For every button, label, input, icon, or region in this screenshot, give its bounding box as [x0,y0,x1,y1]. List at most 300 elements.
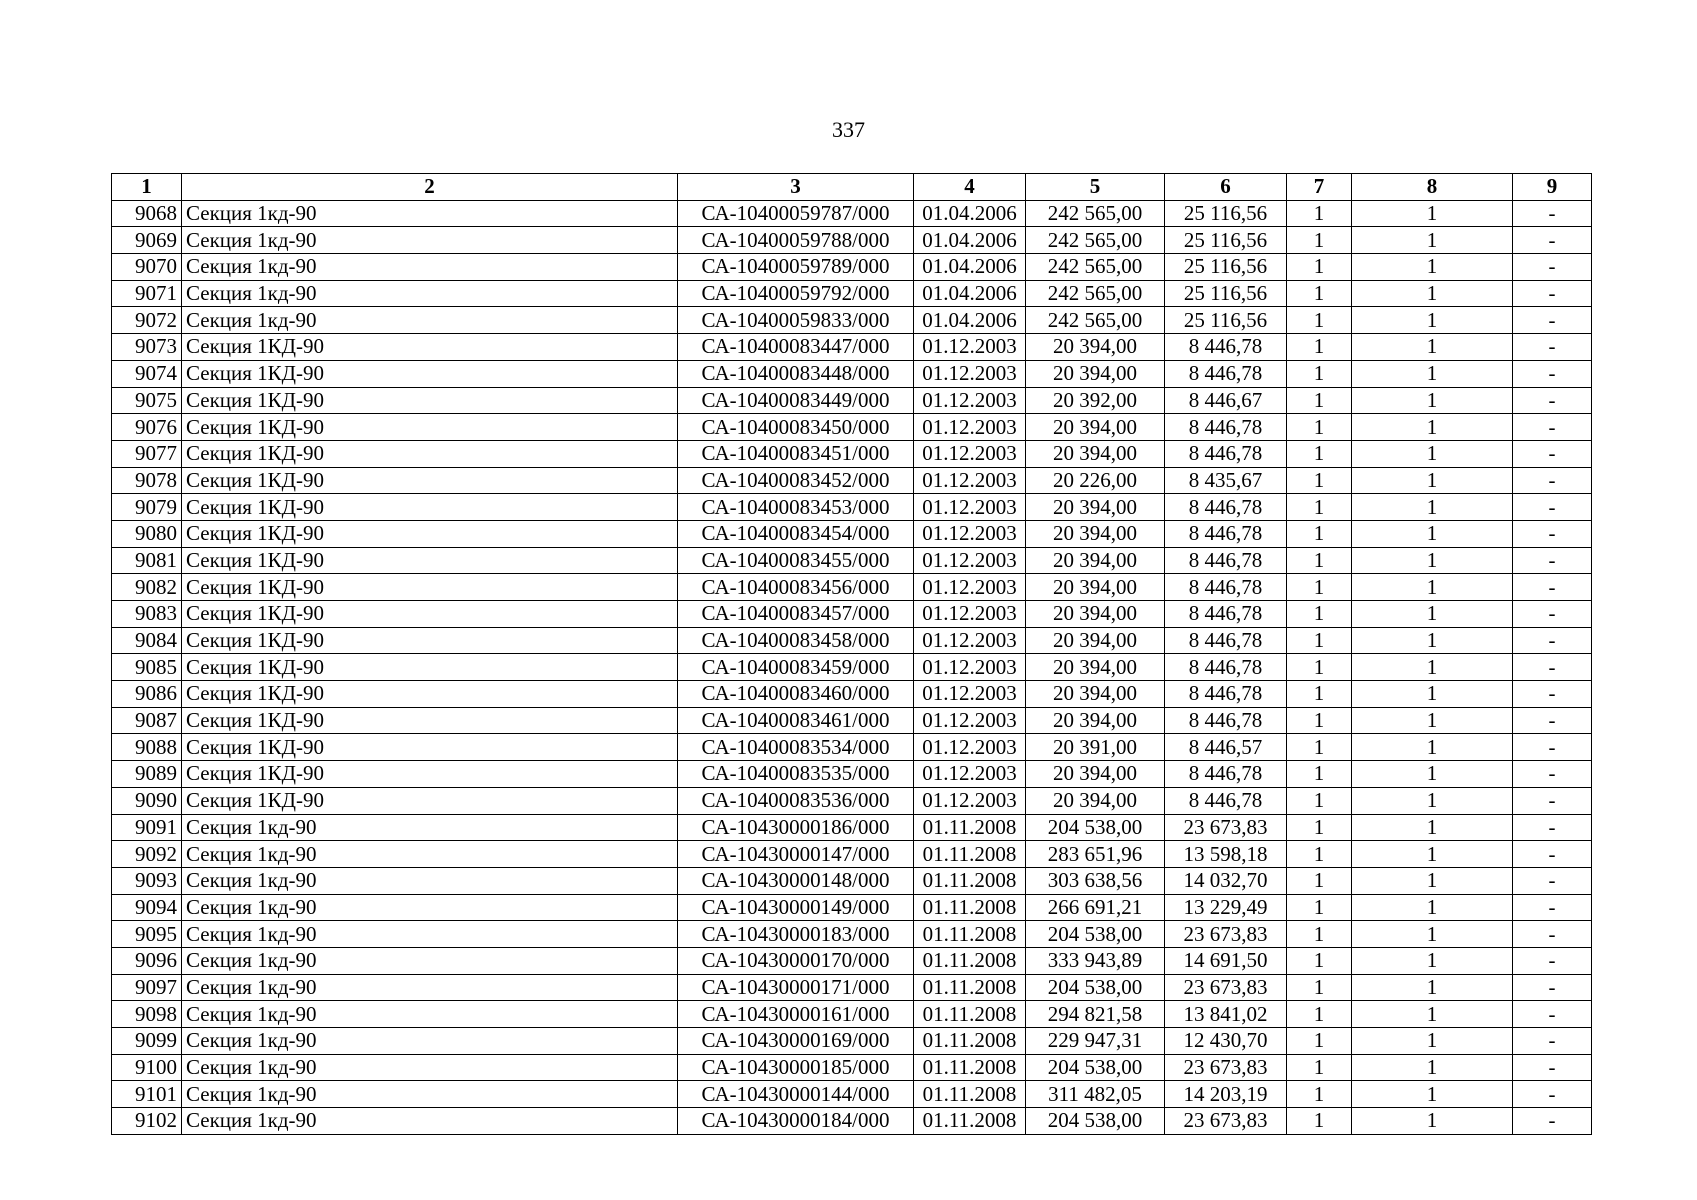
quantity-cell: 1 [1287,761,1352,788]
initial-cost-cell: 20 394,00 [1026,520,1165,547]
table-row [112,387,1592,414]
initial-cost-cell: 229 947,31 [1026,1028,1165,1055]
row-number-cell: 9069 [112,227,182,254]
asset-name-cell: Секция 1КД-90 [182,627,678,654]
quantity-cell: 1 [1352,1108,1513,1135]
date-cell: 01.04.2006 [914,227,1026,254]
asset-name-cell: Секция 1КД-90 [182,414,678,441]
initial-cost-cell: 294 821,58 [1026,1001,1165,1028]
date-cell: 01.12.2003 [914,654,1026,681]
row-number-cell: 9072 [112,307,182,334]
asset-name-cell: Секция 1КД-90 [182,440,678,467]
initial-cost-cell: 20 394,00 [1026,334,1165,361]
initial-cost-cell: 20 394,00 [1026,707,1165,734]
initial-cost-cell: 20 394,00 [1026,601,1165,628]
date-cell: 01.11.2008 [914,947,1026,974]
row-number-cell: 9093 [112,867,182,894]
row-number-cell: 9078 [112,467,182,494]
date-cell: 01.11.2008 [914,1108,1026,1135]
note-cell: - [1513,280,1592,307]
note-cell: - [1513,254,1592,281]
quantity-cell: 1 [1352,547,1513,574]
quantity-cell: 1 [1352,681,1513,708]
asset-name-cell: Секция 1кд-90 [182,1108,678,1135]
table-row [112,360,1592,387]
initial-cost-cell: 242 565,00 [1026,254,1165,281]
initial-cost-cell: 20 226,00 [1026,467,1165,494]
asset-name-cell: Секция 1кд-90 [182,894,678,921]
residual-value-cell: 8 446,78 [1165,414,1287,441]
inventory-code-cell: СА-10430000144/000 [678,1081,914,1108]
quantity-cell: 1 [1352,440,1513,467]
quantity-cell: 1 [1352,467,1513,494]
inventory-code-cell: СА-10400083452/000 [678,467,914,494]
quantity-cell: 1 [1287,1108,1352,1135]
inventory-code-cell: СА-10400059789/000 [678,254,914,281]
residual-value-cell: 8 446,78 [1165,654,1287,681]
note-cell: - [1513,761,1592,788]
note-cell: - [1513,414,1592,441]
quantity-cell: 1 [1287,387,1352,414]
quantity-cell: 1 [1287,547,1352,574]
row-number-cell: 9080 [112,520,182,547]
quantity-cell: 1 [1287,200,1352,227]
quantity-cell: 1 [1287,654,1352,681]
residual-value-cell: 8 446,78 [1165,574,1287,601]
quantity-cell: 1 [1352,974,1513,1001]
table-row [112,467,1592,494]
date-cell: 01.12.2003 [914,414,1026,441]
row-number-cell: 9074 [112,360,182,387]
table-row [112,654,1592,681]
quantity-cell: 1 [1287,280,1352,307]
table-row [112,200,1592,227]
residual-value-cell: 8 446,78 [1165,681,1287,708]
table-row [112,707,1592,734]
asset-name-cell: Секция 1кд-90 [182,947,678,974]
asset-name-cell: Секция 1КД-90 [182,654,678,681]
table-row [112,734,1592,761]
note-cell: - [1513,1054,1592,1081]
initial-cost-cell: 20 394,00 [1026,440,1165,467]
date-cell: 01.12.2003 [914,520,1026,547]
row-number-cell: 9070 [112,254,182,281]
initial-cost-cell: 20 394,00 [1026,360,1165,387]
quantity-cell: 1 [1287,734,1352,761]
table-row [112,334,1592,361]
date-cell: 01.11.2008 [914,814,1026,841]
date-cell: 01.11.2008 [914,867,1026,894]
quantity-cell: 1 [1352,947,1513,974]
row-number-cell: 9083 [112,601,182,628]
asset-name-cell: Секция 1кд-90 [182,867,678,894]
row-number-cell: 9102 [112,1108,182,1135]
row-number-cell: 9100 [112,1054,182,1081]
quantity-cell: 1 [1287,681,1352,708]
asset-name-cell: Секция 1кд-90 [182,254,678,281]
quantity-cell: 1 [1352,1081,1513,1108]
asset-register-table [111,173,1592,1135]
asset-name-cell: Секция 1кд-90 [182,1054,678,1081]
note-cell: - [1513,841,1592,868]
note-cell: - [1513,947,1592,974]
quantity-cell: 1 [1352,787,1513,814]
note-cell: - [1513,574,1592,601]
quantity-cell: 1 [1352,627,1513,654]
initial-cost-cell: 242 565,00 [1026,280,1165,307]
quantity-cell: 1 [1352,334,1513,361]
quantity-cell: 1 [1352,894,1513,921]
note-cell: - [1513,494,1592,521]
row-number-cell: 9101 [112,1081,182,1108]
date-cell: 01.12.2003 [914,761,1026,788]
residual-value-cell: 23 673,83 [1165,1108,1287,1135]
inventory-code-cell: СА-10400083447/000 [678,334,914,361]
inventory-code-cell: СА-10430000184/000 [678,1108,914,1135]
note-cell: - [1513,654,1592,681]
inventory-code-cell: СА-10400083457/000 [678,601,914,628]
note-cell: - [1513,1028,1592,1055]
quantity-cell: 1 [1287,1081,1352,1108]
residual-value-cell: 8 446,78 [1165,334,1287,361]
quantity-cell: 1 [1352,734,1513,761]
table-row [112,814,1592,841]
quantity-cell: 1 [1287,947,1352,974]
inventory-code-cell: СА-10400059833/000 [678,307,914,334]
row-number-cell: 9079 [112,494,182,521]
date-cell: 01.04.2006 [914,200,1026,227]
date-cell: 01.11.2008 [914,1001,1026,1028]
note-cell: - [1513,440,1592,467]
inventory-code-cell: СА-10400083455/000 [678,547,914,574]
asset-name-cell: Секция 1КД-90 [182,494,678,521]
quantity-cell: 1 [1287,627,1352,654]
residual-value-cell: 14 032,70 [1165,867,1287,894]
residual-value-cell: 8 446,78 [1165,494,1287,521]
date-cell: 01.12.2003 [914,601,1026,628]
inventory-code-cell: СА-10430000185/000 [678,1054,914,1081]
inventory-code-cell: СА-10400083456/000 [678,574,914,601]
quantity-cell: 1 [1287,520,1352,547]
quantity-cell: 1 [1287,1028,1352,1055]
quantity-cell: 1 [1287,467,1352,494]
column-header: 8 [1352,174,1513,201]
asset-name-cell: Секция 1КД-90 [182,681,678,708]
table-row [112,601,1592,628]
quantity-cell: 1 [1352,601,1513,628]
date-cell: 01.11.2008 [914,921,1026,948]
initial-cost-cell: 20 394,00 [1026,494,1165,521]
date-cell: 01.12.2003 [914,494,1026,521]
column-header: 7 [1287,174,1352,201]
table-row [112,520,1592,547]
residual-value-cell: 13 841,02 [1165,1001,1287,1028]
quantity-cell: 1 [1352,494,1513,521]
table-row [112,1081,1592,1108]
table-row [112,921,1592,948]
quantity-cell: 1 [1352,654,1513,681]
note-cell: - [1513,334,1592,361]
initial-cost-cell: 204 538,00 [1026,1108,1165,1135]
quantity-cell: 1 [1287,814,1352,841]
quantity-cell: 1 [1352,761,1513,788]
row-number-cell: 9095 [112,921,182,948]
note-cell: - [1513,1108,1592,1135]
residual-value-cell: 14 203,19 [1165,1081,1287,1108]
quantity-cell: 1 [1352,1028,1513,1055]
quantity-cell: 1 [1352,280,1513,307]
residual-value-cell: 8 435,67 [1165,467,1287,494]
date-cell: 01.04.2006 [914,280,1026,307]
initial-cost-cell: 303 638,56 [1026,867,1165,894]
asset-name-cell: Секция 1КД-90 [182,707,678,734]
quantity-cell: 1 [1287,334,1352,361]
note-cell: - [1513,227,1592,254]
asset-name-cell: Секция 1КД-90 [182,734,678,761]
page-number: 337 [832,117,865,142]
table-row [112,280,1592,307]
note-cell: - [1513,921,1592,948]
date-cell: 01.12.2003 [914,387,1026,414]
note-cell: - [1513,867,1592,894]
table-row [112,841,1592,868]
inventory-code-cell: СА-10400059787/000 [678,200,914,227]
date-cell: 01.11.2008 [914,894,1026,921]
quantity-cell: 1 [1287,227,1352,254]
quantity-cell: 1 [1287,894,1352,921]
inventory-code-cell: СА-10430000183/000 [678,921,914,948]
row-number-cell: 9091 [112,814,182,841]
residual-value-cell: 23 673,83 [1165,1054,1287,1081]
quantity-cell: 1 [1287,254,1352,281]
initial-cost-cell: 20 394,00 [1026,761,1165,788]
quantity-cell: 1 [1352,520,1513,547]
quantity-cell: 1 [1352,574,1513,601]
quantity-cell: 1 [1287,1001,1352,1028]
asset-name-cell: Секция 1кд-90 [182,307,678,334]
initial-cost-cell: 20 394,00 [1026,787,1165,814]
note-cell: - [1513,307,1592,334]
quantity-cell: 1 [1352,867,1513,894]
table-row [112,1001,1592,1028]
note-cell: - [1513,627,1592,654]
note-cell: - [1513,787,1592,814]
asset-name-cell: Секция 1кд-90 [182,1028,678,1055]
asset-name-cell: Секция 1КД-90 [182,601,678,628]
table-row [112,867,1592,894]
date-cell: 01.12.2003 [914,360,1026,387]
asset-name-cell: Секция 1КД-90 [182,761,678,788]
quantity-cell: 1 [1287,601,1352,628]
table-row [112,1054,1592,1081]
residual-value-cell: 8 446,57 [1165,734,1287,761]
note-cell: - [1513,894,1592,921]
residual-value-cell: 25 116,56 [1165,200,1287,227]
initial-cost-cell: 204 538,00 [1026,974,1165,1001]
asset-name-cell: Секция 1КД-90 [182,547,678,574]
row-number-cell: 9090 [112,787,182,814]
asset-name-cell: Секция 1кд-90 [182,1081,678,1108]
asset-name-cell: Секция 1КД-90 [182,360,678,387]
residual-value-cell: 23 673,83 [1165,974,1287,1001]
initial-cost-cell: 242 565,00 [1026,307,1165,334]
initial-cost-cell: 311 482,05 [1026,1081,1165,1108]
asset-name-cell: Секция 1кд-90 [182,841,678,868]
date-cell: 01.12.2003 [914,574,1026,601]
asset-name-cell: Секция 1КД-90 [182,787,678,814]
residual-value-cell: 25 116,56 [1165,280,1287,307]
note-cell: - [1513,1081,1592,1108]
table-row [112,1028,1592,1055]
quantity-cell: 1 [1287,921,1352,948]
quantity-cell: 1 [1352,814,1513,841]
note-cell: - [1513,547,1592,574]
row-number-cell: 9088 [112,734,182,761]
table-row [112,627,1592,654]
date-cell: 01.12.2003 [914,787,1026,814]
row-number-cell: 9073 [112,334,182,361]
quantity-cell: 1 [1287,974,1352,1001]
column-header: 1 [112,174,182,201]
row-number-cell: 9082 [112,574,182,601]
quantity-cell: 1 [1287,494,1352,521]
inventory-code-cell: СА-10400083451/000 [678,440,914,467]
table-row [112,787,1592,814]
inventory-code-cell: СА-10400083461/000 [678,707,914,734]
inventory-code-cell: СА-10400083460/000 [678,681,914,708]
inventory-code-cell: СА-10400083449/000 [678,387,914,414]
quantity-cell: 1 [1352,1054,1513,1081]
note-cell: - [1513,974,1592,1001]
date-cell: 01.12.2003 [914,334,1026,361]
quantity-cell: 1 [1287,867,1352,894]
quantity-cell: 1 [1352,414,1513,441]
note-cell: - [1513,601,1592,628]
asset-name-cell: Секция 1КД-90 [182,520,678,547]
inventory-code-cell: СА-10430000147/000 [678,841,914,868]
initial-cost-cell: 242 565,00 [1026,200,1165,227]
inventory-code-cell: СА-10400083448/000 [678,360,914,387]
inventory-code-cell: СА-10400083450/000 [678,414,914,441]
initial-cost-cell: 204 538,00 [1026,921,1165,948]
quantity-cell: 1 [1352,227,1513,254]
row-number-cell: 9075 [112,387,182,414]
residual-value-cell: 8 446,78 [1165,761,1287,788]
row-number-cell: 9096 [112,947,182,974]
date-cell: 01.11.2008 [914,1028,1026,1055]
column-header: 2 [182,174,678,201]
header-row [112,174,1592,201]
date-cell: 01.12.2003 [914,734,1026,761]
quantity-cell: 1 [1352,307,1513,334]
inventory-code-cell: СА-10400083453/000 [678,494,914,521]
row-number-cell: 9084 [112,627,182,654]
row-number-cell: 9086 [112,681,182,708]
note-cell: - [1513,467,1592,494]
table-row [112,547,1592,574]
asset-name-cell: Секция 1КД-90 [182,574,678,601]
table-row [112,947,1592,974]
initial-cost-cell: 20 391,00 [1026,734,1165,761]
residual-value-cell: 23 673,83 [1165,921,1287,948]
row-number-cell: 9071 [112,280,182,307]
date-cell: 01.11.2008 [914,974,1026,1001]
initial-cost-cell: 20 394,00 [1026,654,1165,681]
quantity-cell: 1 [1287,1054,1352,1081]
row-number-cell: 9087 [112,707,182,734]
date-cell: 01.12.2003 [914,547,1026,574]
table-row [112,894,1592,921]
note-cell: - [1513,734,1592,761]
quantity-cell: 1 [1287,787,1352,814]
initial-cost-cell: 20 392,00 [1026,387,1165,414]
quantity-cell: 1 [1352,387,1513,414]
residual-value-cell: 23 673,83 [1165,814,1287,841]
initial-cost-cell: 204 538,00 [1026,814,1165,841]
table-body [112,200,1592,1134]
residual-value-cell: 13 229,49 [1165,894,1287,921]
row-number-cell: 9097 [112,974,182,1001]
note-cell: - [1513,200,1592,227]
table-row [112,307,1592,334]
residual-value-cell: 8 446,78 [1165,787,1287,814]
asset-name-cell: Секция 1кд-90 [182,814,678,841]
asset-name-cell: Секция 1кд-90 [182,200,678,227]
residual-value-cell: 8 446,78 [1165,360,1287,387]
inventory-code-cell: СА-10400083459/000 [678,654,914,681]
residual-value-cell: 13 598,18 [1165,841,1287,868]
row-number-cell: 9099 [112,1028,182,1055]
inventory-code-cell: СА-10430000171/000 [678,974,914,1001]
table-row [112,414,1592,441]
note-cell: - [1513,707,1592,734]
row-number-cell: 9076 [112,414,182,441]
initial-cost-cell: 204 538,00 [1026,1054,1165,1081]
row-number-cell: 9077 [112,440,182,467]
table-row [112,227,1592,254]
note-cell: - [1513,520,1592,547]
residual-value-cell: 12 430,70 [1165,1028,1287,1055]
column-header: 5 [1026,174,1165,201]
asset-name-cell: Секция 1КД-90 [182,334,678,361]
table-row [112,681,1592,708]
inventory-code-cell: СА-10430000149/000 [678,894,914,921]
inventory-code-cell: СА-10400083534/000 [678,734,914,761]
column-header: 9 [1513,174,1592,201]
asset-name-cell: Секция 1кд-90 [182,1001,678,1028]
row-number-cell: 9092 [112,841,182,868]
date-cell: 01.11.2008 [914,1081,1026,1108]
quantity-cell: 1 [1287,440,1352,467]
initial-cost-cell: 20 394,00 [1026,414,1165,441]
asset-name-cell: Секция 1кд-90 [182,974,678,1001]
row-number-cell: 9085 [112,654,182,681]
note-cell: - [1513,814,1592,841]
column-header: 3 [678,174,914,201]
date-cell: 01.04.2006 [914,254,1026,281]
inventory-code-cell: СА-10400059792/000 [678,280,914,307]
row-number-cell: 9068 [112,200,182,227]
residual-value-cell: 8 446,67 [1165,387,1287,414]
initial-cost-cell: 20 394,00 [1026,574,1165,601]
note-cell: - [1513,1001,1592,1028]
row-number-cell: 9094 [112,894,182,921]
residual-value-cell: 25 116,56 [1165,227,1287,254]
quantity-cell: 1 [1287,360,1352,387]
asset-name-cell: Секция 1кд-90 [182,921,678,948]
row-number-cell: 9081 [112,547,182,574]
quantity-cell: 1 [1352,200,1513,227]
